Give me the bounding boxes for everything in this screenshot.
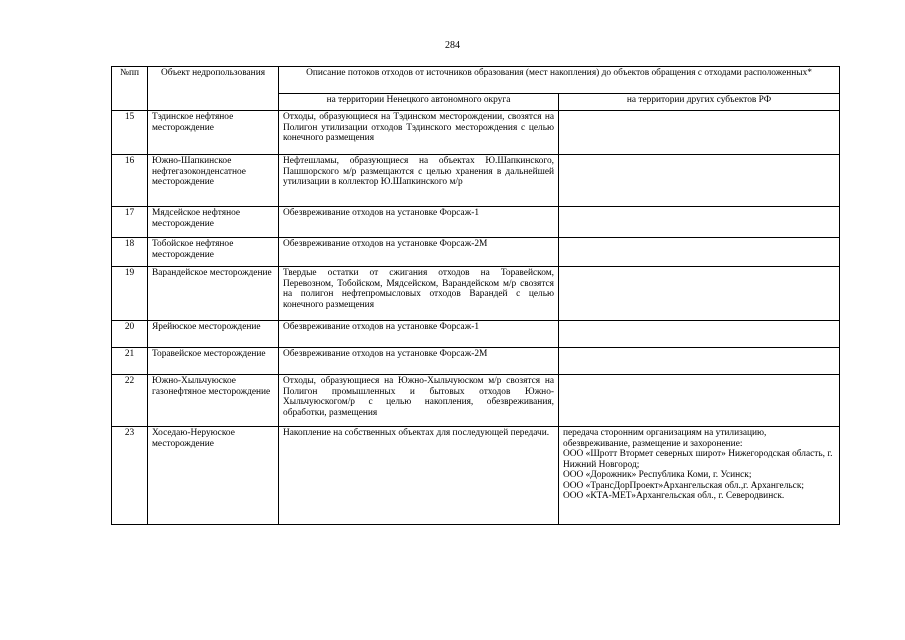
table-row [112, 427, 840, 525]
other-description-line: ООО «ТрансДорПроект»Архангельская обл.,г. Архангельск; [563, 480, 804, 491]
row-nao-description: Обезвреживание отходов на установке Форсаж-1 [279, 207, 559, 238]
waste-flow-table [111, 66, 840, 525]
row-number: 17 [112, 207, 148, 238]
row-number: 16 [112, 155, 148, 207]
row-object: Южно-Хыльчуюское газонефтяное месторождение [148, 375, 279, 427]
other-description-line: ООО «Дорожник» Республика Коми, г. Усинск; [563, 470, 752, 481]
table-row [112, 238, 840, 267]
row-object: Южно-Шапкинское нефтегазоконденсатное месторождение [148, 155, 279, 207]
table-row [112, 111, 840, 155]
row-other-description [559, 207, 840, 238]
row-other-description [559, 375, 840, 427]
row-number: 23 [112, 427, 148, 525]
header-number: №пп [112, 67, 148, 111]
row-number: 22 [112, 375, 148, 427]
header-object: Объект недропользования [148, 67, 279, 111]
other-description-line: ООО «КТА-МЕТ»Архангельская обл., г. Северодвинск. [563, 491, 785, 502]
row-number: 19 [112, 267, 148, 321]
page-number: 284 [445, 40, 460, 51]
header-description: Описание потоков отходов от источников образования (мест накопления) до объектов обращения с отходами расположенных* [279, 67, 840, 94]
table-row [112, 155, 840, 207]
row-other-description [559, 111, 840, 155]
row-number: 15 [112, 111, 148, 155]
row-number: 20 [112, 321, 148, 348]
row-number: 18 [112, 238, 148, 267]
header-nao: на территории Ненецкого автономного округа [279, 94, 559, 111]
header-other: на территории других субъектов РФ [559, 94, 840, 111]
table-row [112, 267, 840, 321]
row-object: Тобойское нефтяное месторождение [148, 238, 279, 267]
table-row [112, 348, 840, 375]
row-number: 21 [112, 348, 148, 375]
row-nao-description: Нефтешламы, образующиеся на объектах Ю.Шапкинского, Пашшорского м/р размещаются с целью хранения в дальнейшей утилизации в коллектор Ю.Шапкинского м/р [279, 155, 559, 207]
row-other-description [559, 321, 840, 348]
other-description-line: ООО «Шротт Втормет северных широт» Нижегородская область, г. Нижний Новгород; [563, 449, 833, 470]
row-nao-description: Отходы, образующиеся на Тэдинском месторождении, свозятся на Полигон утилизации отходов Тэдинского месторождения с целью конечного размещения [279, 111, 559, 155]
row-object: Мядсейское нефтяное месторождение [148, 207, 279, 238]
row-nao-description: Обезвреживание отходов на установке Форсаж-2М [279, 348, 559, 375]
row-object: Торавейское месторождение [148, 348, 279, 375]
row-object: Тэдинское нефтяное месторождение [148, 111, 279, 155]
row-object: Ярейюское месторождение [148, 321, 279, 348]
row-other-description [559, 155, 840, 207]
row-object: Хоседаю-Неруюское месторождение [148, 427, 279, 525]
row-other-description [559, 348, 840, 375]
row-nao-description: Обезвреживание отходов на установке Форсаж-1 [279, 321, 559, 348]
other-description-line: передача сторонним организациям на утилизацию, обезвреживание, размещение и захоронение: [563, 428, 767, 449]
row-other-description [559, 427, 840, 525]
row-object: Варандейское месторождение [148, 267, 279, 321]
row-nao-description: Накопление на собственных объектах для последующей передачи. [279, 427, 559, 525]
row-nao-description: Твердые остатки от сжигания отходов на Торавейском, Перевозном, Тобойском, Мядсейском, Варандейском м/р свозятся на полигон нефтепромысловых отходов Варандей с целью конечного размещения [279, 267, 559, 321]
row-other-description [559, 238, 840, 267]
row-nao-description: Отходы, образующиеся на Южно-Хыльчуюском м/р свозятся на Полигон промышленных и бытовых отходов Южно-Хыльчуюскогом/р с целью накопления, обезвреживания, обработки, размещения [279, 375, 559, 427]
row-nao-description: Обезвреживание отходов на установке Форсаж-2М [279, 238, 559, 267]
table-row [112, 207, 840, 238]
row-other-description [559, 267, 840, 321]
table-row [112, 321, 840, 348]
table-row [112, 375, 840, 427]
